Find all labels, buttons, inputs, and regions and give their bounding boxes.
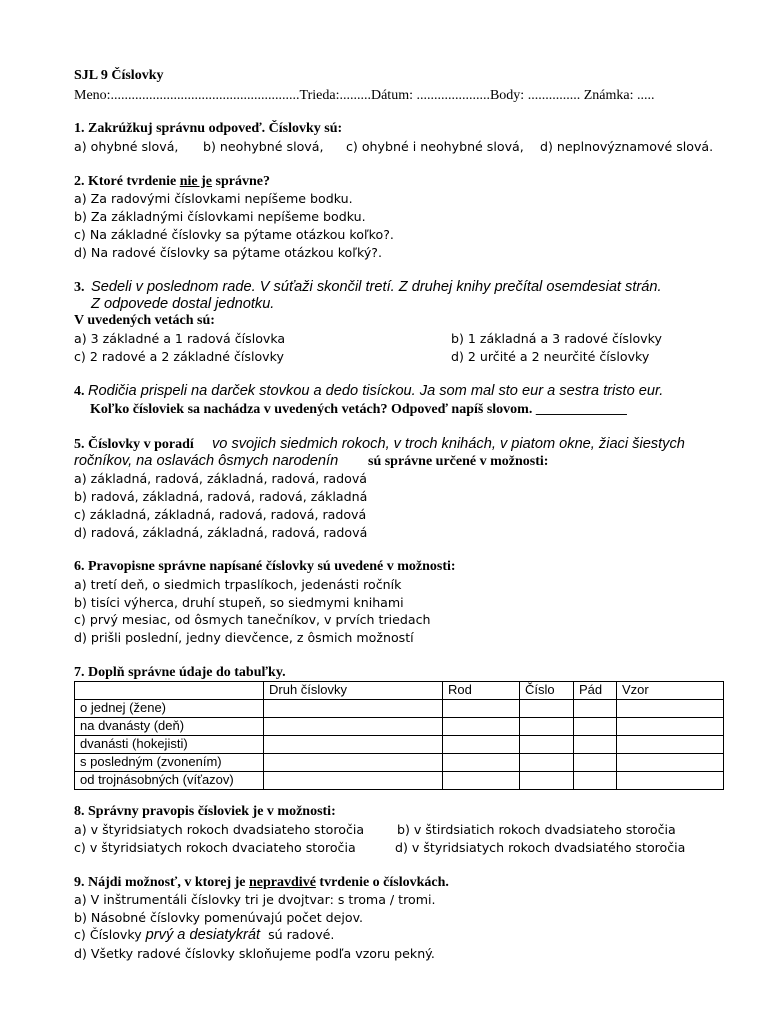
q9-option-b[interactable]: b) Násobné číslovky pomenúvajú počet dejov. [74, 910, 364, 925]
table-row [75, 772, 724, 790]
q1-option-d[interactable]: d) neplnovýznamové slová. [540, 139, 714, 154]
q5-option-c[interactable]: c) základná, základná, radová, radová, radová [74, 507, 367, 522]
q5-italic-line1: vo svojich siedmich rokoch, v troch knihách, v piatom okne, žiaci šiestych [212, 436, 685, 452]
q9-option-c[interactable]: c) Číslovky prvý a desiatykrát sú radové. [74, 927, 335, 943]
answer-cell[interactable] [617, 736, 724, 754]
q3-option-b[interactable]: b) 1 základná a 3 radové číslovky [451, 331, 662, 346]
table-header-cell: Pád [574, 682, 617, 700]
q2-option-b[interactable]: b) Za základnými číslovkami nepíšeme bodku. [74, 209, 366, 224]
q7-heading: 7. Doplň správne údaje do tabuľky. [74, 665, 286, 680]
answer-cell[interactable] [443, 736, 520, 754]
q8-option-b[interactable]: b) v štirdsiatich rokoch dvadsiateho storočia [397, 822, 676, 837]
page-title: SJL 9 Číslovky [74, 68, 164, 83]
answer-cell[interactable] [443, 754, 520, 772]
q9-option-d[interactable]: d) Všetky radové číslovky skloňujeme podľa vzoru pekný. [74, 946, 435, 961]
answer-cell[interactable] [264, 736, 443, 754]
q2-option-a[interactable]: a) Za radovými číslovkami nepíšeme bodku. [74, 191, 353, 206]
q8-option-d[interactable]: d) v štyridsiatych rokoch dvadsiatého storočia [395, 840, 686, 855]
answer-cell[interactable] [264, 754, 443, 772]
q5-option-a[interactable]: a) základná, radová, základná, radová, radová [74, 471, 368, 486]
q9-heading: 9. Nájdi možnosť, v ktorej je nepravdivé tvrdenie o číslovkách. [74, 875, 449, 890]
table-row-label: od trojnásobných (víťazov) [75, 772, 264, 790]
table-row [75, 736, 724, 754]
q8-heading: 8. Správny pravopis čísloviek je v možnosti: [74, 804, 336, 819]
table-row [75, 718, 724, 736]
q2-heading: 2. Ktoré tvrdenie nie je správne? [74, 174, 270, 189]
answer-cell[interactable] [574, 736, 617, 754]
table-header-cell [75, 682, 264, 700]
table-header-cell: Rod [443, 682, 520, 700]
answer-cell[interactable] [520, 754, 574, 772]
answer-cell[interactable] [617, 772, 724, 790]
q6-option-c[interactable]: c) prvý mesiac, od ôsmych tanečníkov, v prvích triedach [74, 612, 431, 627]
q6-option-a[interactable]: a) tretí deň, o siedmich trpaslíkoch, jedenásti ročník [74, 577, 402, 592]
q3-number: 3. [74, 280, 85, 295]
q5-option-b[interactable]: b) radová, základná, radová, radová, základná [74, 489, 368, 504]
q4-number: 4. [74, 384, 85, 399]
answer-cell[interactable] [520, 736, 574, 754]
student-info-line[interactable]: Meno:......................................................Trieda:.........Dátum: .....................Body: ............... Známka: ..... [74, 88, 655, 103]
table-header-cell: Druh číslovky [264, 682, 443, 700]
q1-option-c[interactable]: c) ohybné i neohybné slová, [346, 139, 524, 154]
q5-suffix: sú správne určené v možnosti: [368, 454, 549, 469]
q5-italic-line2: ročníkov, na oslavách ôsmych narodenín [74, 453, 339, 469]
answer-cell[interactable] [520, 700, 574, 718]
answer-cell[interactable] [520, 772, 574, 790]
table-header-cell: Vzor [617, 682, 724, 700]
q8-option-a[interactable]: a) v štyridsiatych rokoch dvadsiateho storočia [74, 822, 365, 837]
table-row [75, 754, 724, 772]
q3-prompt: V uvedených vetách sú: [74, 313, 215, 328]
answer-cell[interactable] [443, 718, 520, 736]
answer-cell[interactable] [520, 718, 574, 736]
answer-cell[interactable] [264, 700, 443, 718]
answer-cell[interactable] [264, 772, 443, 790]
q3-option-c[interactable]: c) 2 radové a 2 základné číslovky [74, 349, 284, 364]
q5-option-d[interactable]: d) radová, základná, základná, radová, radová [74, 525, 368, 540]
q1-heading: 1. Zakrúžkuj správnu odpoveď. Číslovky sú: [74, 121, 343, 136]
answer-cell[interactable] [617, 754, 724, 772]
q5-prefix: 5. Číslovky v poradí [74, 437, 194, 452]
answer-cell[interactable] [574, 700, 617, 718]
q7-table [74, 681, 724, 790]
q1-option-b[interactable]: b) neohybné slová, [203, 139, 324, 154]
q6-option-d[interactable]: d) prišli poslední, jedny dievčence, z ôsmich možností [74, 630, 414, 645]
q4-sentence: Rodičia prispeli na darček stovkou a dedo tisíckou. Ja som mal sto eur a sestra tristo eur. [88, 383, 664, 399]
q6-option-b[interactable]: b) tisíci výherca, druhí stupeň, so siedmymi knihami [74, 595, 404, 610]
q2-option-d[interactable]: d) Na radové číslovky sa pýtame otázkou koľký?. [74, 245, 382, 260]
q8-option-c[interactable]: c) v štyridsiatych rokoch dvaciateho storočia [74, 840, 356, 855]
table-row-label: s posledným (zvonením) [75, 754, 264, 772]
table-row-label: dvanásti (hokejisti) [75, 736, 264, 754]
answer-cell[interactable] [443, 700, 520, 718]
answer-cell[interactable] [443, 772, 520, 790]
table-row-label: na dvanásty (deň) [75, 718, 264, 736]
q3-sentence-line1: Sedeli v poslednom rade. V súťaži skončil tretí. Z druhej knihy prečítal osemdesiat strán. [91, 279, 662, 295]
table-header-cell: Číslo [520, 682, 574, 700]
table-row [75, 700, 724, 718]
q4-question[interactable]: Koľko čísloviek sa nachádza v uvedených vetách? Odpoveď napíš slovom. _____________ [90, 402, 627, 417]
answer-cell[interactable] [574, 754, 617, 772]
q9-option-a[interactable]: a) V inštrumentáli číslovky tri je dvojtvar: s troma / tromi. [74, 892, 436, 907]
q1-option-a[interactable]: a) ohybné slová, [74, 139, 179, 154]
q2-option-c[interactable]: c) Na základné číslovky sa pýtame otázkou koľko?. [74, 227, 394, 242]
q6-heading: 6. Pravopisne správne napísané číslovky sú uvedené v možnosti: [74, 559, 456, 574]
q3-option-a[interactable]: a) 3 základné a 1 radová číslovka [74, 331, 286, 346]
answer-cell[interactable] [574, 772, 617, 790]
answer-cell[interactable] [574, 718, 617, 736]
q3-option-d[interactable]: d) 2 určité a 2 neurčité číslovky [451, 349, 650, 364]
table-row-label: o jednej (žene) [75, 700, 264, 718]
answer-cell[interactable] [264, 718, 443, 736]
q3-sentence-line2: Z odpovede dostal jednotku. [91, 296, 275, 312]
answer-cell[interactable] [617, 700, 724, 718]
table-header-row [75, 682, 724, 700]
answer-cell[interactable] [617, 718, 724, 736]
